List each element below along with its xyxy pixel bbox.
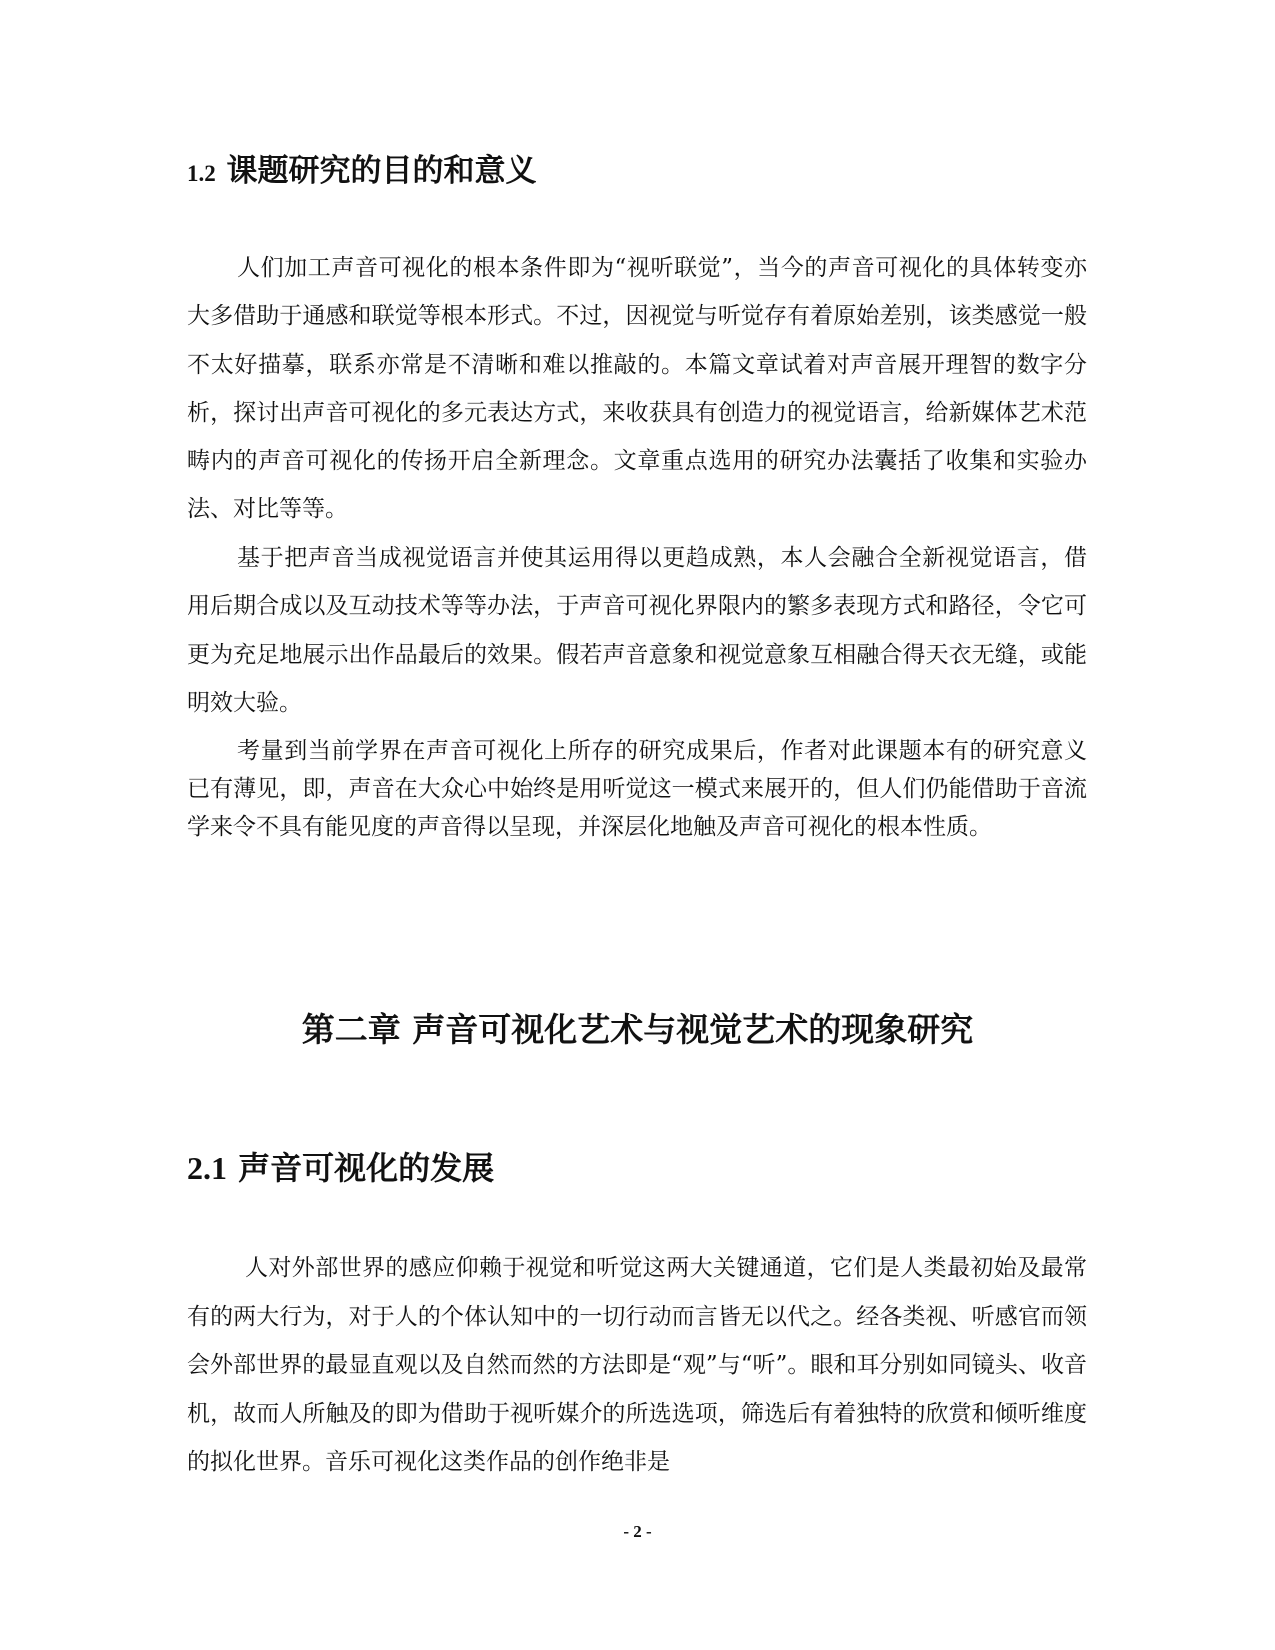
- section-number: 1.2: [187, 161, 216, 186]
- body-paragraph: 人们加工声音可视化的根本条件即为“视听联觉”，当今的声音可视化的具体转变亦大多借助于通感和联觉等根本形式。不过，因视觉与听觉存有着原始差别，该类感觉一般不太好描摹，联系亦常是不清晰和难以推敲的。本篇文章试着对声音展开理智的数字分析，探讨出声音可视化的多元表达方式，来收获具有创造力的视觉语言，给新媒体艺术范畴内的声音可视化的传扬开启全新理念。文章重点选用的研究办法囊括了收集和实验办法、对比等等。: [187, 255, 1087, 523]
- section-heading: [187, 150, 537, 195]
- page-number: - 2 -: [623, 1522, 652, 1541]
- section-number: 2.1: [187, 1150, 227, 1186]
- section-title: 声音可视化的发展: [238, 1149, 495, 1187]
- body-paragraph: 考量到当前学界在声音可视化上所存的研究成果后，作者对此课题本有的研究意义已有薄见，即，声音在大众心中始终是用听觉这一模式来展开的，但人们仍能借助于音流学来令不具有能见度的声音得以呈现，并深层化地触及声音可视化的根本性质。: [187, 738, 1087, 840]
- section-heading: [187, 1146, 494, 1190]
- body-paragraph: 基于把声音当成视觉语言并使其运用得以更趋成熟，本人会融合全新视觉语言，借用后期合成以及互动技术等等办法，于声音可视化界限内的繁多表现方式和路径，令它可更为充足地展示出作品最后的效果。假若声音意象和视觉意象互相融合得天衣无缝，或能明效大验。: [187, 545, 1087, 716]
- section-title: 课题研究的目的和意义: [226, 153, 537, 189]
- chapter-heading: 第二章 声音可视化艺术与视觉艺术的现象研究: [301, 1010, 974, 1049]
- body-paragraph: 人对外部世界的感应仰赖于视觉和听觉这两大关键通道，它们是人类最初始及最常有的两大行为，对于人的个体认知中的一切行动而言皆无以代之。经各类视、听感官而领会外部世界的最显直观以及自然而然的方法即是“观”与“听”。眼和耳分别如同镜头、收音机，故而人所触及的即为借助于视听媒介的所选选项，筛选后有着独特的欣赏和倾听维度的拟化世界。音乐可视化这类作品的创作绝非是: [187, 1255, 1087, 1475]
